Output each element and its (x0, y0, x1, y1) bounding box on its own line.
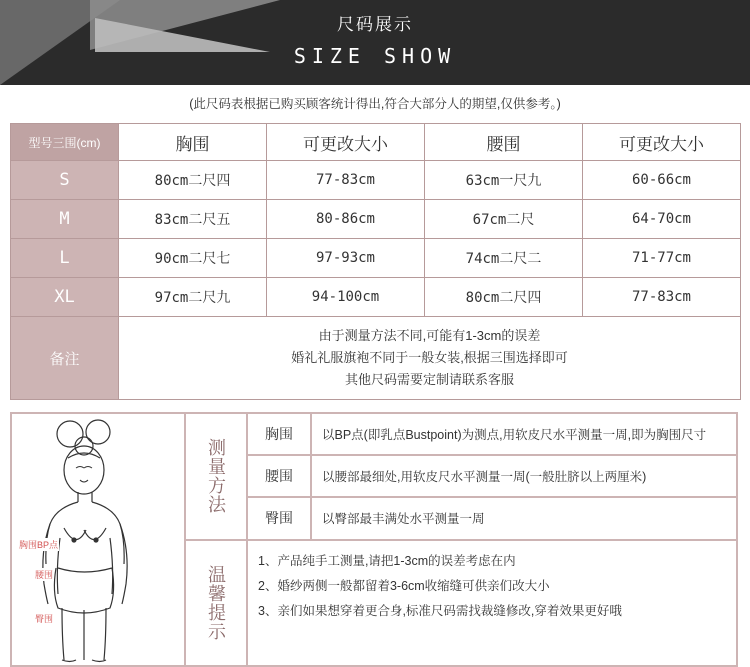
measure-rows (248, 414, 736, 539)
cell-waist: 67cm二尺 (425, 200, 583, 239)
tips-title-text: 温馨提示 (206, 564, 226, 641)
header-title-en: SIZE SHOW (293, 44, 457, 68)
cell-waist-adjust: 64-70cm (583, 200, 741, 239)
cell-size: XL (11, 278, 119, 317)
cell-bust-adjust: 77-83cm (267, 161, 425, 200)
tips-list (248, 541, 622, 666)
body-figure (12, 414, 184, 665)
label-hip: 臀围 (35, 614, 54, 624)
cell-size: M (11, 200, 119, 239)
cell-waist-adjust: 71-77cm (583, 239, 741, 278)
remark-line: 由于测量方法不同,可能有1-3cm的误差 (318, 328, 541, 343)
size-table (10, 123, 741, 400)
remark-body (119, 317, 741, 400)
cell-bust-adjust: 94-100cm (267, 278, 425, 317)
header-cell-waist: 腰围 (425, 124, 583, 161)
remark-label: 备注 (11, 317, 119, 400)
header-cell-bust: 胸围 (119, 124, 267, 161)
cell-waist: 74cm二尺二 (425, 239, 583, 278)
tips-title (186, 539, 246, 666)
cell-size: S (11, 161, 119, 200)
header-cell-size: 型号三围(cm) (11, 124, 119, 161)
header-cell-waist-adjust: 可更改大小 (583, 124, 741, 161)
cell-waist-adjust: 60-66cm (583, 161, 741, 200)
tips-line: 2、婚纱两侧一般都留着3-6cm收缩缝可供亲们改大小 (258, 578, 550, 593)
measure-row-text: 以腰部最细处,用软皮尺水平测量一周(一般肚脐以上两厘米) (322, 470, 647, 485)
remark-line: 婚礼礼服旗袍不同于一般女装,根据三围选择即可 (291, 350, 568, 365)
cell-bust-adjust: 97-93cm (267, 239, 425, 278)
cell-size: L (11, 239, 119, 278)
table-header-row (11, 124, 741, 161)
cell-bust: 90cm二尺七 (119, 239, 267, 278)
table-remark-row (11, 317, 741, 400)
measure-row-label: 臀围 (248, 498, 312, 538)
tips-line: 3、亲们如果想穿着更合身,标准尺码需找裁缝修改,穿着效果更好哦 (258, 603, 622, 618)
measure-row-text: 以BP点(即乳点Bustpoint)为测点,用软皮尺水平测量一周,即为胸围尺寸 (322, 428, 707, 443)
measure-row (248, 454, 736, 496)
vertical-title-column (184, 414, 248, 665)
measure-title (186, 414, 246, 539)
measurement-panel (10, 412, 738, 667)
measure-title-text: 测量方法 (206, 438, 226, 515)
tips-line: 1、产品纯手工测量,请把1-3cm的误差考虑在内 (258, 553, 516, 568)
cell-bust: 80cm二尺四 (119, 161, 267, 200)
cell-bust-adjust: 80-86cm (267, 200, 425, 239)
cell-bust: 83cm二尺五 (119, 200, 267, 239)
table-row (11, 239, 741, 278)
remark-line: 其他尺码需要定制请联系客服 (344, 372, 514, 387)
panel-content (248, 414, 736, 665)
measure-row-label: 胸围 (248, 414, 312, 454)
cell-waist: 63cm一尺九 (425, 161, 583, 200)
table-row (11, 200, 741, 239)
measure-row-label: 腰围 (248, 456, 312, 496)
measure-row (248, 496, 736, 538)
table-row (11, 278, 741, 317)
disclaimer-note: (此尺码表根据已购买顾客统计得出,符合大部分人的期望,仅供参考。) (189, 97, 561, 111)
header-title-cn: 尺码展示 (337, 15, 413, 34)
label-waist: 腰围 (35, 570, 54, 580)
table-row (11, 161, 741, 200)
cell-waist: 80cm二尺四 (425, 278, 583, 317)
cell-waist-adjust: 77-83cm (583, 278, 741, 317)
measure-row-text: 以臀部最丰满处水平测量一周 (322, 512, 485, 527)
header-cell-bust-adjust: 可更改大小 (267, 124, 425, 161)
measure-row (248, 414, 736, 454)
tips-block (248, 539, 736, 666)
cell-bust: 97cm二尺九 (119, 278, 267, 317)
header-banner (0, 0, 750, 85)
label-bust-point: 胸围BP点 (19, 540, 59, 550)
